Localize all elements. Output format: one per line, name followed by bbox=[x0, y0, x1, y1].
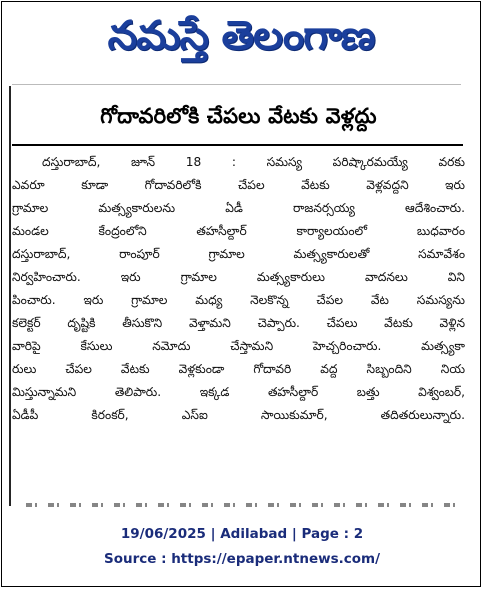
article-line: ఏడీపీ కిరంకర్‌, ఎస్‌ఐ సాయికుమార్‌, తదితరులున్నారు. bbox=[12, 408, 465, 422]
article-body bbox=[12, 151, 465, 427]
article-line: మండల కేంద్రంలోని తహసీల్దార్‌ కార్యాలయంలో బుధవారం bbox=[12, 224, 465, 238]
masthead-logo bbox=[6, 4, 476, 76]
article-line: వారిపై కేసులు నమోదు చేస్తామని హెచ్చరించారు. మత్స్యకా bbox=[12, 339, 465, 353]
article-headline: గోదావరిలోకి చేపలు వేటకు వెళ్లద్దు bbox=[100, 104, 377, 128]
article-line: పించారు. ఇరు గ్రామాల మధ్య నెలకొన్న చేపల వేట సమస్యను bbox=[12, 293, 465, 307]
article-line: కలెక్టర్‌ దృష్టికి తీసుకొని వెళ్తామని చెప్పారు. చేపలు వేటకు వెళ్లిన bbox=[12, 316, 465, 330]
article-line: గ్రామాల మత్స్యకారులను ఏడీ రాజనర్సయ్య ఆదేశించారు. bbox=[12, 201, 465, 215]
article-line: మిస్తున్నామని తెలిపారు. ఇక్కడ తహసీల్దార్‌ బత్తు విశ్వంబర్‌, bbox=[12, 385, 465, 399]
headline-rule bbox=[12, 144, 463, 146]
cut-off-text-line bbox=[26, 500, 456, 510]
edition-info: 19/06/2025 | Adilabad | Page : 2 bbox=[120, 526, 364, 542]
article-clipping bbox=[12, 82, 465, 510]
article-line: దస్తురాబాద్‌, జూన్‌ 18 : సమస్య పరిష్కారమయ్యే వరకు bbox=[42, 155, 465, 169]
article-line: దస్తురాబాద్‌, రాంపూర్‌ గ్రామాల మత్స్యకారులతో సమావేశం bbox=[12, 247, 465, 261]
top-rule bbox=[12, 84, 461, 85]
article-line: ఎవరూ కూడా గోదావరిలోకి చేపల వేటకు వెళ్లవద్దని ఇరు bbox=[12, 178, 465, 192]
source-link[interactable]: Source : https://epaper.ntnews.com/ bbox=[103, 551, 381, 567]
article-line: రులు చేపల వేటకు వెళ్లకుండా గోదావరి వద్ద సిబ్బందిని నియ bbox=[12, 362, 465, 376]
newspaper-title: నమస్తే తెలంగాణ bbox=[107, 11, 375, 59]
article-line: నిర్వహించారు. ఇరు గ్రామాల మత్స్యకారులు వాదనలు విని bbox=[12, 270, 465, 284]
column-divider bbox=[9, 86, 11, 506]
